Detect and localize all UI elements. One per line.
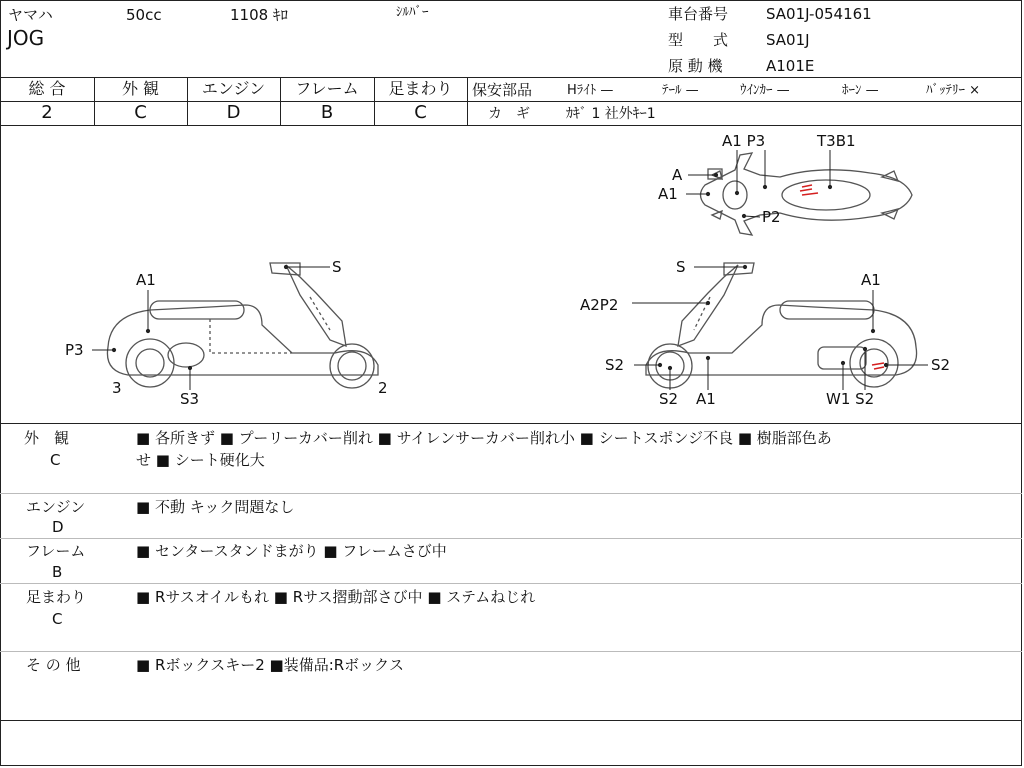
model-name: JOG — [7, 26, 45, 50]
mileage: 1108 ｷﾛ — [230, 6, 288, 24]
diagram-label: P2 — [762, 208, 781, 226]
safety-label: 保安部品 — [472, 81, 533, 99]
diagram-label: A1 P3 — [722, 132, 766, 150]
remark-title-other: そ の 他 — [26, 656, 81, 674]
remark-title-suspension: 足まわり — [26, 588, 87, 606]
diagram-label: 3 — [112, 379, 122, 397]
divider — [0, 538, 1022, 539]
divider — [468, 101, 1022, 102]
safety-item-battery: ﾊﾞｯﾃﾘｰ × — [926, 83, 981, 98]
grade-label-exterior: 外 観 — [121, 79, 160, 98]
remark-title-engine: エンジン — [26, 498, 86, 516]
remark-text-exterior: ■ 各所きず ■ プーリーカバー削れ ■ サイレンサーカバー削れ小 ■ シートスポンジ不良 ■ 樹脂部色あ — [136, 429, 832, 447]
key-value: ｶｷﾞ 1 社外ｷｰ1 — [566, 106, 656, 122]
grade-label-engine: エンジン — [201, 79, 266, 98]
engine-value: A101E — [766, 57, 815, 75]
remark-text-suspension: ■ Rサスオイルもれ ■ Rサス摺動部さび中 ■ ステムねじれ — [136, 588, 536, 606]
diagram-label: A2P2 — [580, 296, 619, 314]
frame-no: SA01J-054161 — [766, 5, 872, 23]
grade-value-exterior: C — [134, 102, 147, 123]
divider — [0, 720, 1022, 721]
grade-value-overall: 2 — [41, 102, 53, 123]
grade-value-frame: B — [320, 102, 334, 123]
divider — [0, 651, 1022, 652]
type-value: SA01J — [766, 31, 810, 49]
diagram-label: A1 — [136, 271, 156, 289]
remark-text-engine: ■ 不動 キック問題なし — [136, 498, 295, 516]
safety-item-headlight: Hﾗｲﾄ — — [567, 83, 614, 98]
divider — [0, 77, 1022, 78]
diagram-label: A1 — [861, 271, 881, 289]
grade-label-suspension: 足まわり — [388, 79, 453, 98]
remark-title-frame: フレーム — [26, 542, 86, 560]
engine-label: 原 動 機 — [668, 57, 723, 75]
diagram-label: S3 — [180, 390, 200, 408]
diagram-label: S — [676, 258, 686, 276]
displacement: 50cc — [126, 6, 162, 24]
diagram-label: S2 — [931, 356, 951, 374]
diagram-label: 2 — [378, 379, 388, 397]
frame-no-label: 車台番号 — [668, 5, 729, 23]
remark-text-frame: ■ センタースタンドまがり ■ フレームさび中 — [136, 542, 447, 560]
diagram-label: T3B1 — [817, 132, 856, 150]
remark-text-exterior-cont: せ ■ シート硬化大 — [136, 451, 265, 469]
grade-value-suspension: C — [414, 102, 427, 123]
divider — [0, 493, 1022, 494]
remark-text-other: ■ Rボックスキー2 ■装備品:Rボックス — [136, 656, 405, 674]
diagram-label: A1 — [696, 390, 716, 408]
color: ｼﾙﾊﾞｰ — [396, 5, 429, 20]
diagram-label: S2 — [605, 356, 625, 374]
diagram-label: A1 — [658, 185, 678, 203]
safety-item-winker: ｳｲﾝｶｰ — — [740, 83, 790, 98]
remark-grade-frame: B — [52, 563, 63, 581]
diagram-label: W1 S2 — [826, 390, 875, 408]
remark-title-exterior: 外 観 — [24, 429, 70, 447]
remark-grade-suspension: C — [52, 610, 63, 628]
divider — [467, 77, 468, 125]
diagram-label: A — [672, 166, 683, 184]
diagram-label: S — [332, 258, 342, 276]
grade-value-engine: D — [226, 102, 241, 123]
grade-label-frame: フレーム — [295, 79, 359, 98]
diagram-label: P3 — [65, 341, 84, 359]
remark-grade-exterior: C — [50, 451, 61, 469]
safety-item-horn: ﾎｰﾝ — — [842, 83, 879, 98]
diagram-label: S2 — [659, 390, 679, 408]
key-label: カ ギ — [488, 106, 530, 122]
grade-label-overall: 総 合 — [28, 79, 66, 98]
maker: ヤマハ — [8, 6, 53, 24]
safety-item-taillight: ﾃｰﾙ — — [662, 83, 699, 98]
divider — [0, 583, 1022, 584]
type-label: 型 式 — [668, 31, 729, 49]
remark-grade-engine: D — [52, 518, 64, 536]
